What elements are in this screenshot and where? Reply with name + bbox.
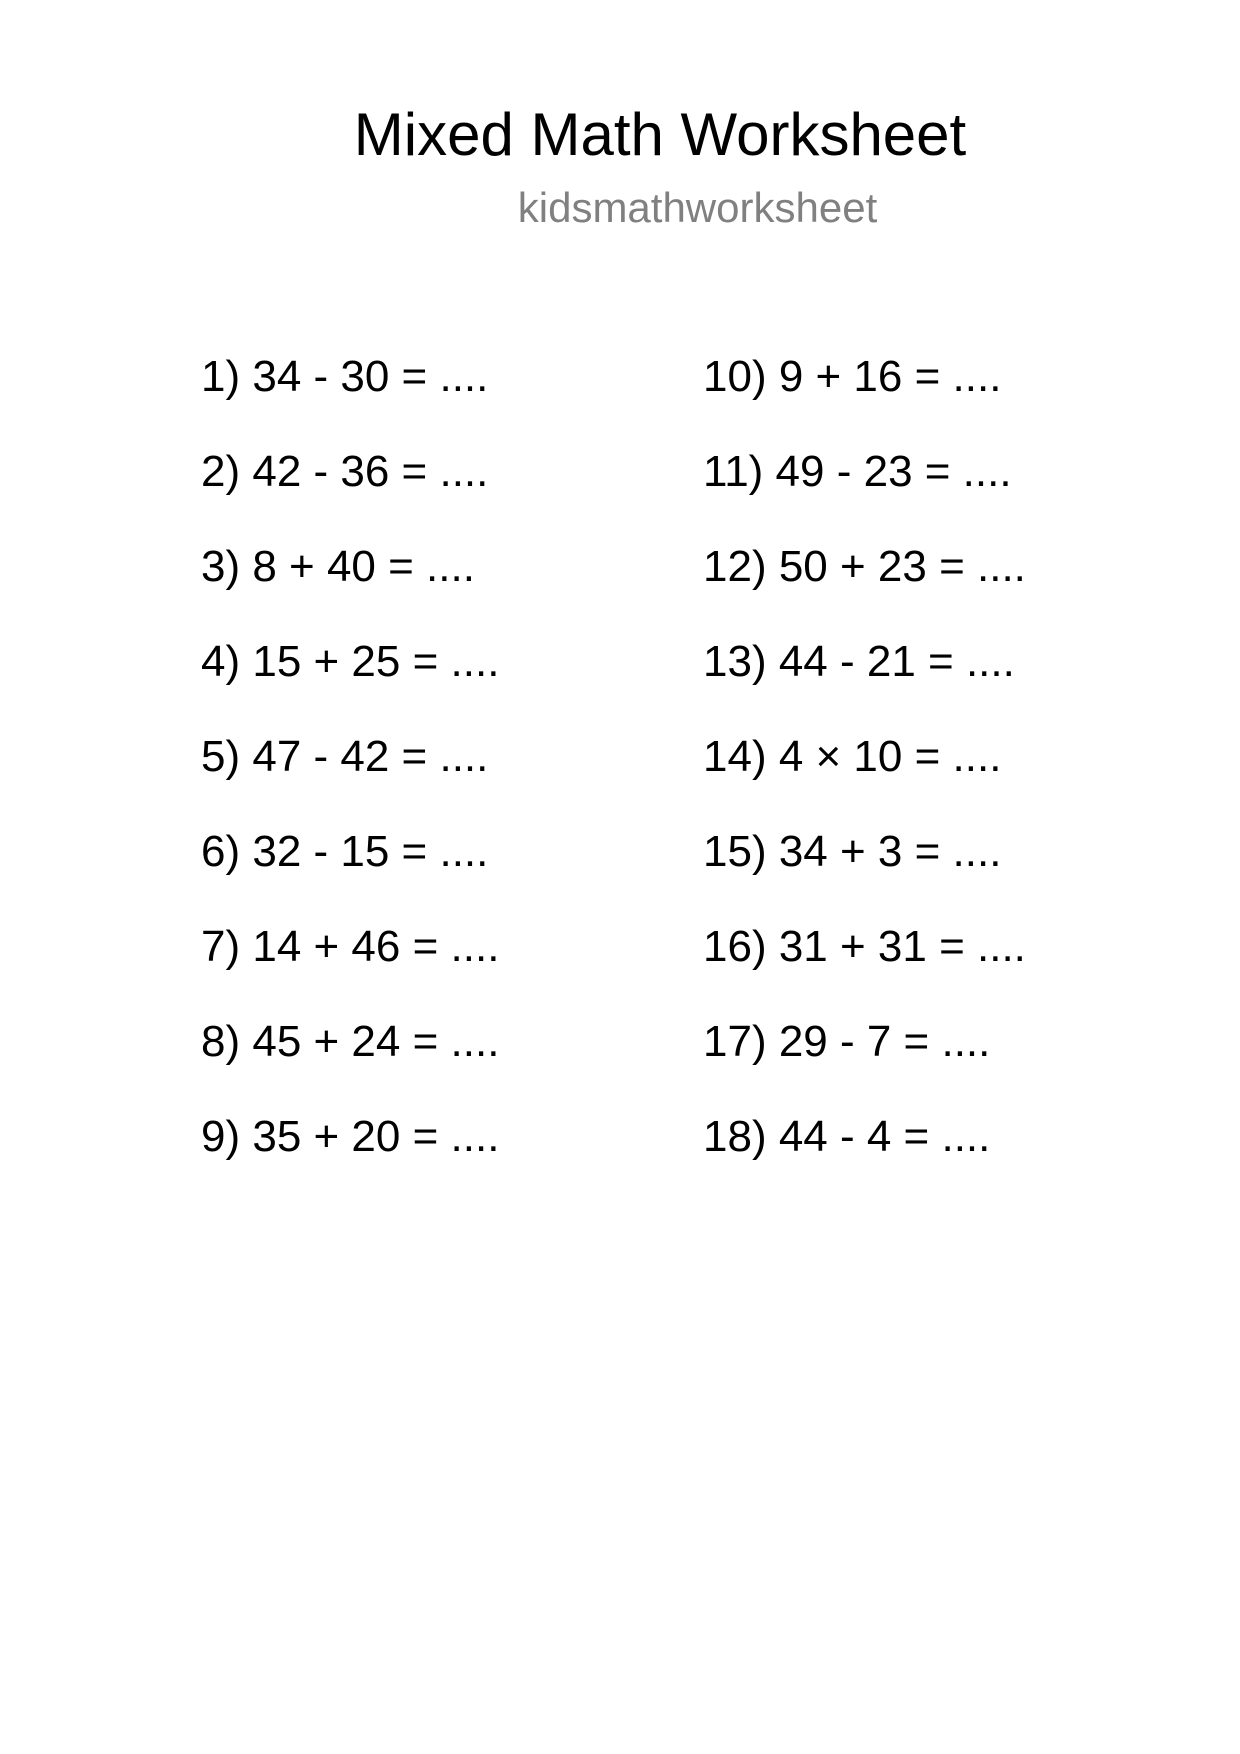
problem-8: 8) 45 + 24 = .... xyxy=(201,1017,500,1066)
problem-14: 14) 4 × 10 = .... xyxy=(703,732,1002,781)
problem-6: 6) 32 - 15 = .... xyxy=(201,827,489,876)
problem-7: 7) 14 + 46 = .... xyxy=(201,922,500,971)
problem-9: 9) 35 + 20 = .... xyxy=(201,1112,500,1161)
problem-18: 18) 44 - 4 = .... xyxy=(703,1112,991,1161)
problem-grid xyxy=(201,352,1205,1207)
problem-17: 17) 29 - 7 = .... xyxy=(703,1017,991,1066)
problem-11: 11) 49 - 23 = .... xyxy=(703,447,1012,496)
problem-column-right xyxy=(703,352,1205,1207)
problem-1: 1) 34 - 30 = .... xyxy=(201,352,489,401)
problem-10: 10) 9 + 16 = .... xyxy=(703,352,1002,401)
problem-2: 2) 42 - 36 = .... xyxy=(201,447,489,496)
worksheet-title: Mixed Math Worksheet xyxy=(353,101,967,168)
problem-12: 12) 50 + 23 = .... xyxy=(703,542,1026,591)
problem-4: 4) 15 + 25 = .... xyxy=(201,637,500,686)
worksheet-subtitle: kidsmathworksheet xyxy=(517,184,878,231)
problem-3: 3) 8 + 40 = .... xyxy=(201,542,475,591)
problem-column-left xyxy=(201,352,703,1207)
problem-16: 16) 31 + 31 = .... xyxy=(703,922,1026,971)
problem-15: 15) 34 + 3 = .... xyxy=(703,827,1002,876)
problem-13: 13) 44 - 21 = .... xyxy=(703,637,1015,686)
problem-5: 5) 47 - 42 = .... xyxy=(201,732,489,781)
